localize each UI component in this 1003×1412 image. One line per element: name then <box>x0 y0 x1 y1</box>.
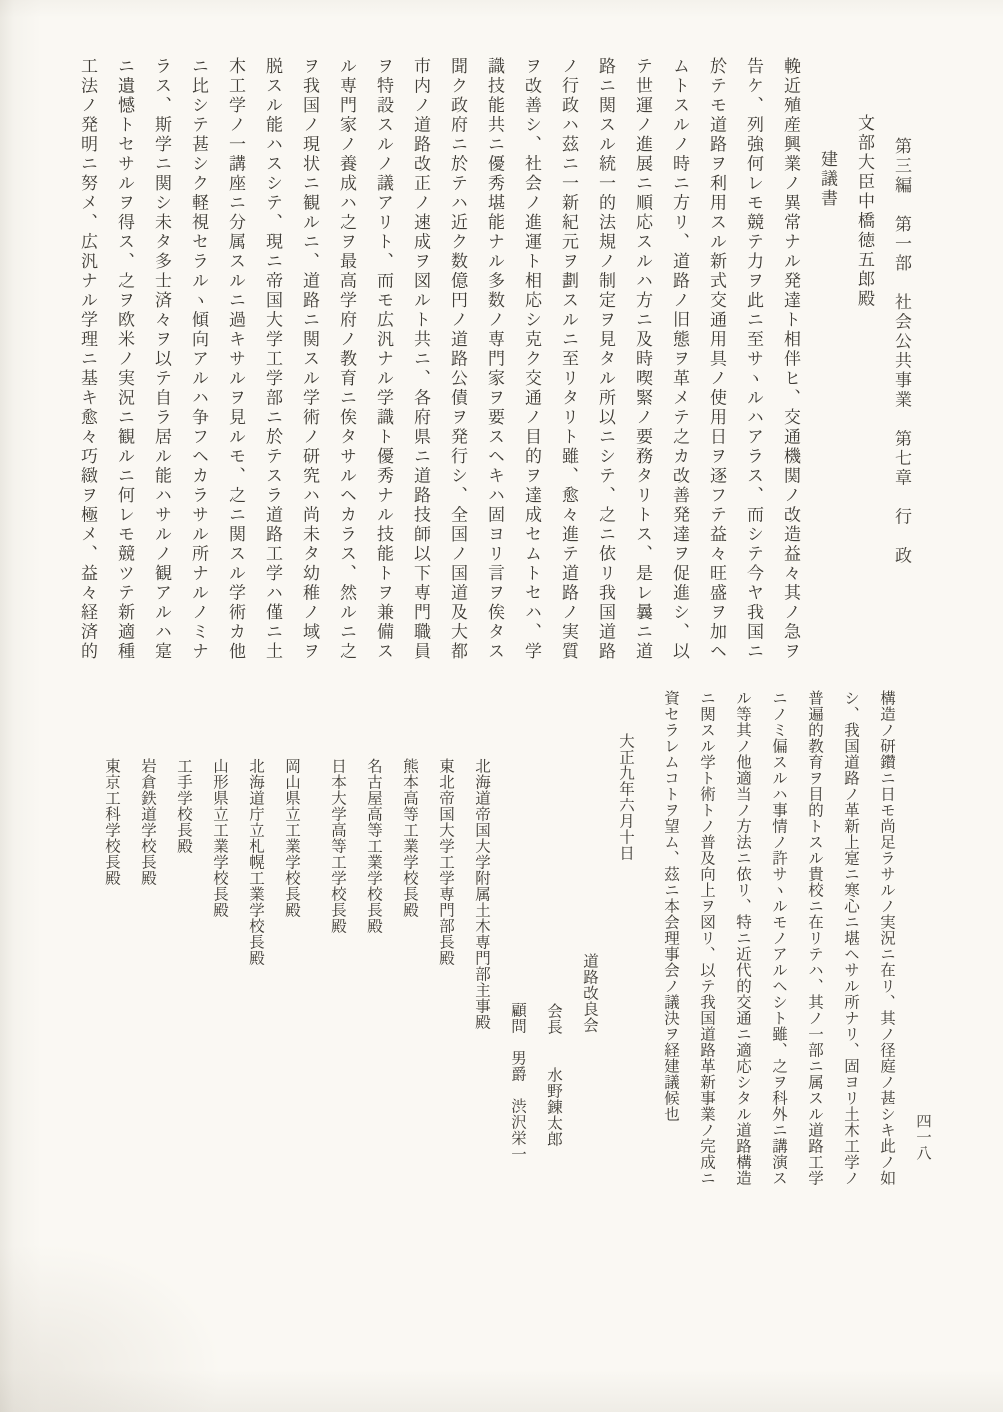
body-line: ル専門家ノ養成ハ之ヲ最高学府ノ教育ニ俟タサルヘカラス、然ルニ之 <box>337 57 356 662</box>
body-line: シ、我国道路ノ革新上寔ニ寒心ニ堪ヘサル所ナリ、固ヨリ土木工学ノ <box>842 690 859 1186</box>
addressee-line: 名古屋高等工業学校長殿 <box>365 758 382 934</box>
body-line: 脱スル能ハスシテ、現ニ帝国大学工学部ニ於テスラ道路工学ハ僅ニ土 <box>263 57 282 662</box>
body-line: 路ニ関スル統一的法規ノ制定ヲ見タル所以ニシテ、之ニ依リ我国道路 <box>596 57 615 662</box>
body-line: ニ比シテ甚シク軽視セラルヽ傾向アルハ争フヘカラサル所ナルノミナ <box>189 57 208 662</box>
body-line: 普遍的教育ヲ目的トスル貴校ニ在リテハ、其ノ一部ニ属スル道路工学 <box>806 690 823 1186</box>
body-line: 聞ク政府ニ於テハ近ク数億円ノ道路公債ヲ発行シ、全国ノ国道及大都 <box>448 57 467 662</box>
body-line: 木工学ノ一講座ニ分属スルニ過キサルヲ見ルモ、之ニ関スル学術カ他 <box>226 57 245 662</box>
addressee-line: 工手学校長殿 <box>175 758 192 854</box>
addressee-line: 岡山県立工業学校長殿 <box>283 758 300 918</box>
date-line: 大正九年六月十日 <box>617 733 634 861</box>
body-line: 工法ノ発明ニ努メ、広汎ナル学理ニ基キ愈々巧緻ヲ極メ、益々経済的 <box>78 57 97 662</box>
body-line: テ世運ノ進展ニ順応スルハ方ニ及時喫緊ノ要務タリトス、是レ曩ニ道 <box>633 57 652 662</box>
body-line: ヲ改善シ、社会ノ進運ト相応シ克ク交通ノ目的ヲ達成セムトセハ、学 <box>522 57 541 662</box>
body-line: ヲ特設スルノ議アリト、而モ広汎ナル学識ト優秀ナル技能トヲ兼備ス <box>374 57 393 662</box>
page-number: 四一八 <box>914 1113 931 1161</box>
body-line: ル等其ノ他適当ノ方法ニ依リ、特ニ近代的交通ニ適応シタル道路構造 <box>734 690 751 1186</box>
body-line: 市内ノ道路改正ノ速成ヲ図ルト共ニ、各府県ニ道路技師以下専門職員 <box>411 57 430 662</box>
body-line: ムトスルノ時ニ方リ、道路ノ旧態ヲ革メテ之カ改善発達ヲ促進シ、以 <box>670 57 689 662</box>
organization-name: 道路改良会 <box>581 953 598 1033</box>
body-line: 於テモ道路ヲ利用スル新式交通用具ノ使用日ヲ逐フテ益々旺盛ヲ加ヘ <box>707 57 726 662</box>
upper-text-block <box>32 57 912 707</box>
body-line: ニ関スル学ト術トノ普及向上ヲ図リ、以テ我国道路革新事業ノ完成ニ <box>698 690 715 1186</box>
recipient-line: 文部大臣中橋徳五郎殿 <box>855 114 874 309</box>
addressee-line: 岩倉鉄道学校長殿 <box>139 758 156 886</box>
addressee-line: 北海道帝国大学附属土木専門部主事殿 <box>473 758 490 1030</box>
body-line: ニ遺憾トセサルヲ得ス、之ヲ欧米ノ実況ニ観ルニ何レモ競ツテ新適種 <box>115 57 134 662</box>
addressee-line: 熊本高等工業学校長殿 <box>401 758 418 918</box>
addressee-line: 北海道庁立札幌工業学校長殿 <box>247 758 264 966</box>
president-signature: 会長 水野錬太郎 <box>545 1003 562 1147</box>
body-line: ノ行政ハ茲ニ一新紀元ヲ劃スルニ至リタリト雖、愈々進テ道路ノ実質 <box>559 57 578 662</box>
addressee-line: 日本大学高等工学校長殿 <box>329 758 346 934</box>
body-line: ラス、斯学ニ関シ未タ多士済々ヲ以テ自ラ居ル能ハサルノ観アルハ寔 <box>152 57 171 662</box>
body-line: 輓近殖産興業ノ異常ナル発達ト相伴ヒ、交通機関ノ改造益々其ノ急ヲ <box>781 57 800 662</box>
addressee-line: 東北帝国大学工学専門部長殿 <box>437 758 454 966</box>
addressee-line: 東京工科学校長殿 <box>103 758 120 886</box>
body-line: ヲ我国ノ現状ニ観ルニ、道路ニ関スル学術ノ研究ハ尚未タ幼稚ノ域ヲ <box>300 57 319 662</box>
addressee-line: 山形県立工業学校長殿 <box>211 758 228 918</box>
running-header: 第三編 第一部 社会公共事業 第七章 行 政 <box>892 137 911 566</box>
lower-text-block <box>32 690 932 1400</box>
body-line: 構造ノ研鑽ニ日モ尚足ラサルノ実況ニ在リ、其ノ径庭ノ甚シキ此ノ如 <box>878 690 895 1186</box>
body-line: ニノミ偏スルハ事情ノ許サヽルモノアルヘシト雖、之ヲ科外ニ講演ス <box>770 690 787 1186</box>
body-line: 資セラレムコトヲ望ム、茲ニ本会理事会ノ議決ヲ経建議候也 <box>662 690 679 1122</box>
document-title: 建議書 <box>818 150 837 209</box>
body-line: 識技能共ニ優秀堪能ナル多数ノ専門家ヲ要スヘキハ固ヨリ言ヲ俟タス <box>485 57 504 662</box>
advisor-signature: 顧問 男爵 渋沢栄一 <box>509 1002 526 1162</box>
body-line: 告ケ、列強何レモ競テ力ヲ此ニ至サヽルハアラス、而シテ今ヤ我国ニ <box>744 57 763 662</box>
